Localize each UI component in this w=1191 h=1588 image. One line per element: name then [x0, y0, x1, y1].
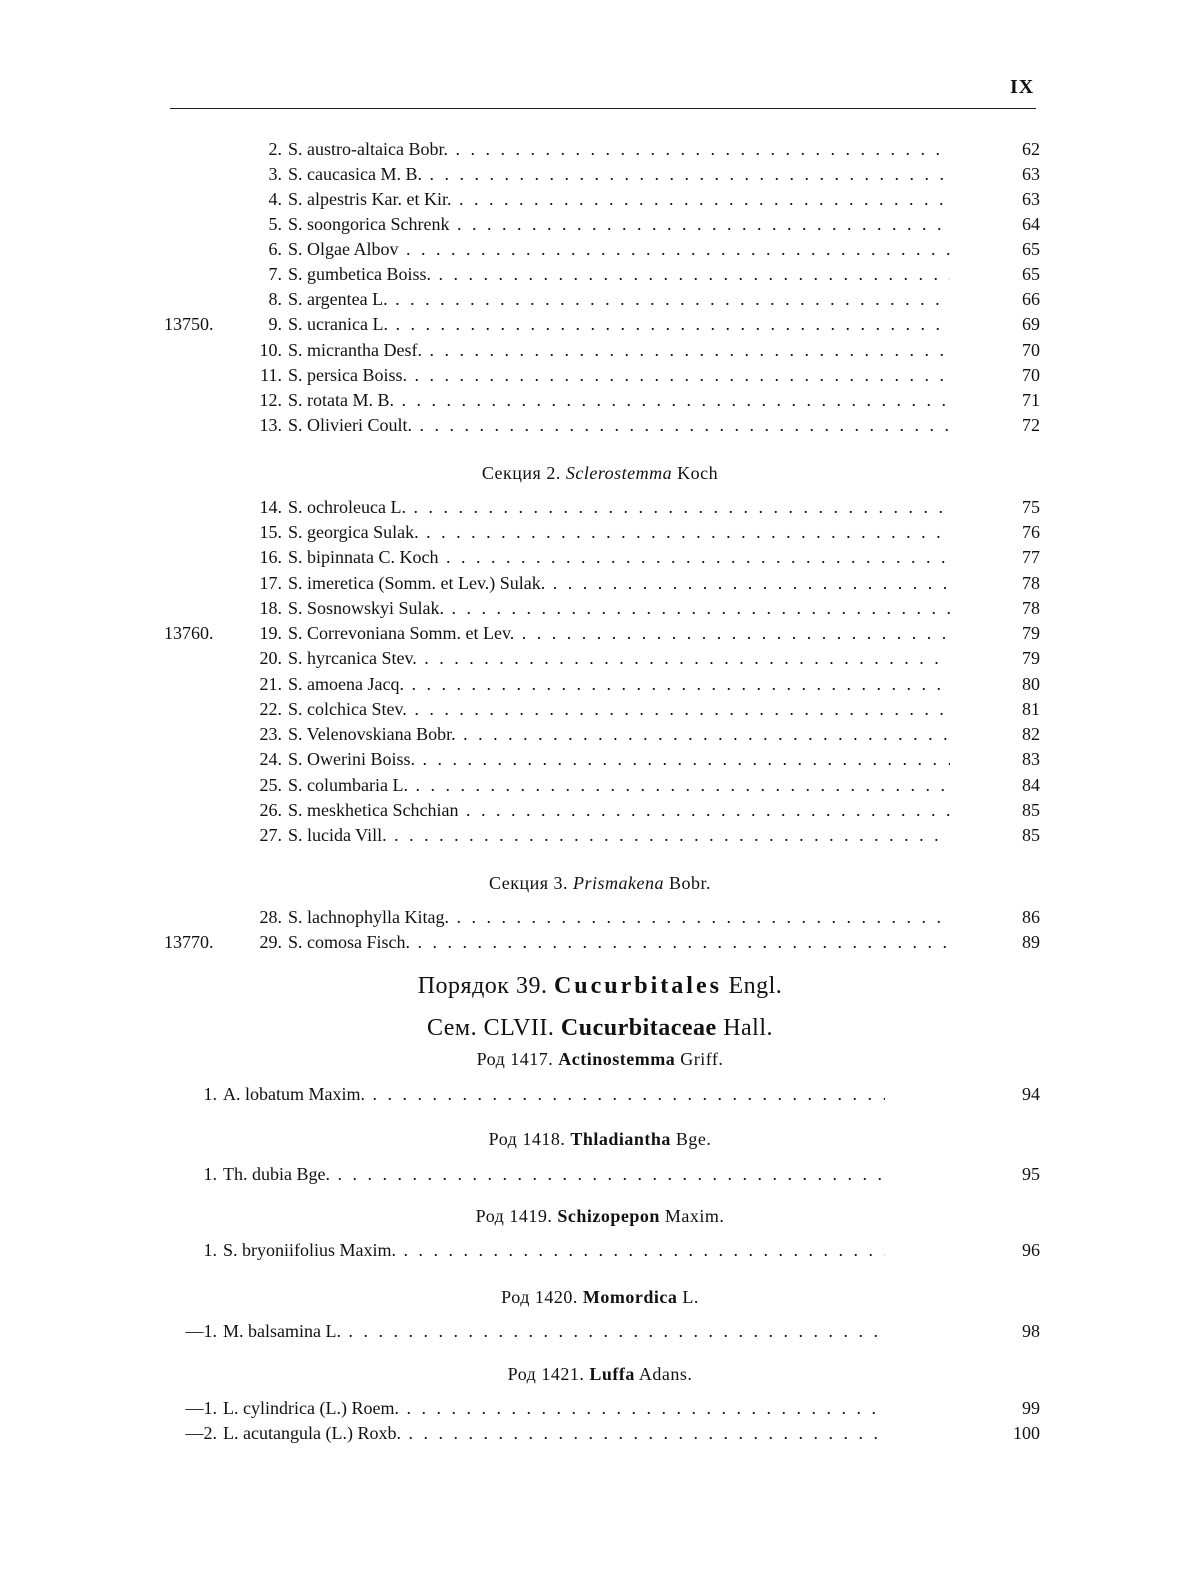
- toc-entry: [160, 236, 1040, 262]
- section-name: Sclerostemma: [565, 463, 673, 483]
- page-ref: 78: [1022, 573, 1040, 593]
- page-ref: 79: [1022, 623, 1040, 643]
- species-number: 18.: [259, 598, 282, 618]
- species-number: 23.: [259, 724, 282, 744]
- species-name: L. acutangula (L.) Roxb. . . .: [223, 1420, 885, 1446]
- species-number: 17.: [259, 573, 282, 593]
- species-number: —1.: [185, 1321, 217, 1341]
- page-ref: 71: [1022, 390, 1040, 410]
- genus-heading: [160, 1046, 1040, 1072]
- page-ref: 66: [1022, 289, 1040, 309]
- species-number: 22.: [259, 699, 282, 719]
- page-ref: 82: [1022, 724, 1040, 744]
- section-name: Prismakena: [573, 873, 664, 893]
- species-name: S. alpestris Kar. et Kir. . . .: [288, 186, 950, 212]
- section-author: Bobr.: [668, 873, 711, 893]
- species-number: 20.: [259, 648, 282, 668]
- genus-prefix: Род 1421.: [507, 1364, 585, 1384]
- species-name: S. Olivieri Coult. . . .: [288, 412, 950, 438]
- toc-entry: [160, 822, 1040, 848]
- species-name: S. imeretica (Somm. et Lev.) Sulak. . . .: [288, 570, 950, 596]
- page-ref: 95: [1022, 1164, 1040, 1184]
- page-ref: 70: [1022, 340, 1040, 360]
- species-name: S. meskhetica Schchian . . .: [288, 797, 950, 823]
- species-name: S. colchica Stev. . . .: [288, 696, 950, 722]
- genus-heading: [160, 1203, 1040, 1229]
- family-prefix: Сем.: [426, 1015, 478, 1041]
- species-name: A. lobatum Maxim. . . .: [223, 1081, 885, 1107]
- species-number: —1.: [185, 1398, 217, 1418]
- page-ref: 77: [1022, 547, 1040, 567]
- page-ref: 84: [1022, 775, 1040, 795]
- toc-entry: [160, 595, 1040, 621]
- species-name: S. Owerini Boiss. . . .: [288, 746, 950, 772]
- genus-author: L.: [682, 1287, 699, 1307]
- register-number: 13770.: [164, 932, 214, 952]
- toc-entry: [160, 797, 1040, 823]
- species-name: S. soongorica Schrenk . . .: [288, 211, 950, 237]
- species-number: 15.: [259, 522, 282, 542]
- genus-name: Schizopepon: [557, 1206, 660, 1226]
- order-author: Engl.: [728, 973, 783, 999]
- genus-name: Luffa: [589, 1364, 635, 1384]
- species-name: S. Correvoniana Somm. et Lev. . . .: [288, 620, 950, 646]
- page-ref: 76: [1022, 522, 1040, 542]
- species-name: S. columbaria L. . . .: [288, 772, 950, 798]
- species-number: 9.: [268, 314, 282, 334]
- species-name: S. Sosnowskyi Sulak. . . .: [288, 595, 950, 621]
- toc-entry: [95, 1237, 1040, 1263]
- page-ref: 98: [1022, 1321, 1040, 1341]
- genus-heading: [160, 1126, 1040, 1152]
- page-ref: 96: [1022, 1240, 1040, 1260]
- species-name: S. lucida Vill. . . .: [288, 822, 950, 848]
- page-ref: 79: [1022, 648, 1040, 668]
- toc-entry: [160, 362, 1040, 388]
- toc-entry: [160, 645, 1040, 671]
- species-number: 12.: [259, 390, 282, 410]
- species-name: S. gumbetica Boiss. . . .: [288, 261, 950, 287]
- species-name: S. ucranica L. . . .: [288, 311, 950, 337]
- toc-entry: [160, 186, 1040, 212]
- species-number: 29.: [259, 932, 282, 952]
- toc-entry: [160, 311, 1040, 337]
- species-number: 3.: [268, 164, 282, 184]
- genus-author: Bge.: [675, 1129, 712, 1149]
- species-number: 1.: [203, 1164, 217, 1184]
- species-name: S. bryoniifolius Maxim. . . .: [223, 1237, 885, 1263]
- species-name: S. caucasica M. B. . . .: [288, 161, 950, 187]
- toc-entry: [160, 519, 1040, 545]
- page-ref: 85: [1022, 825, 1040, 845]
- toc-entry: [160, 746, 1040, 772]
- species-number: 13.: [259, 415, 282, 435]
- register-number: 13750.: [164, 314, 214, 334]
- species-number: 21.: [259, 674, 282, 694]
- page-ref: 65: [1022, 239, 1040, 259]
- species-number: 25.: [259, 775, 282, 795]
- section-prefix: Секция 2.: [481, 463, 561, 483]
- toc-entry: [160, 904, 1040, 930]
- page-ref: 63: [1022, 164, 1040, 184]
- species-name: S. amoena Jacq. . . .: [288, 671, 950, 697]
- page-ref: 100: [1013, 1423, 1040, 1443]
- order-heading: [160, 970, 1040, 1002]
- toc-entry: [95, 1395, 1040, 1421]
- species-number: 26.: [259, 800, 282, 820]
- header-rule: [170, 108, 1036, 109]
- toc-entry: [160, 544, 1040, 570]
- genus-prefix: Род 1419.: [475, 1206, 553, 1226]
- species-number: 27.: [259, 825, 282, 845]
- species-name: Th. dubia Bge. . . .: [223, 1161, 885, 1187]
- toc-entry: [95, 1161, 1040, 1187]
- page-ref: 99: [1022, 1398, 1040, 1418]
- species-name: S. argentea L. . . .: [288, 286, 950, 312]
- species-name: L. cylindrica (L.) Roem. . . .: [223, 1395, 885, 1421]
- species-name: S. austro-altaica Bobr. . . .: [288, 136, 950, 162]
- toc-entry: [160, 696, 1040, 722]
- species-number: 16.: [259, 547, 282, 567]
- page-ref: 83: [1022, 749, 1040, 769]
- species-name: S. micrantha Desf. . . .: [288, 337, 950, 363]
- family-name: Cucurbitaceae: [560, 1015, 717, 1041]
- genus-heading: [160, 1361, 1040, 1387]
- species-number: 5.: [268, 214, 282, 234]
- page-ref: 65: [1022, 264, 1040, 284]
- page-number: IX: [1010, 76, 1035, 98]
- page-ref: 89: [1022, 932, 1040, 952]
- species-name: S. persica Boiss. . . .: [288, 362, 950, 388]
- section-heading: [160, 870, 1040, 896]
- toc-entry: [95, 1081, 1040, 1107]
- page-ref: 72: [1022, 415, 1040, 435]
- page-ref: 81: [1022, 699, 1040, 719]
- species-number: 14.: [259, 497, 282, 517]
- order-prefix: Порядок 39.: [417, 973, 548, 999]
- species-name: S. ochroleuca L. . . .: [288, 494, 950, 520]
- toc-entry: [160, 929, 1040, 955]
- species-name: S. hyrcanica Stev. . . .: [288, 645, 950, 671]
- genus-prefix: Род 1420.: [501, 1287, 578, 1307]
- species-name: S. bipinnata C. Koch . . .: [288, 544, 950, 570]
- page-ref: 64: [1022, 214, 1040, 234]
- species-name: S. comosa Fisch. . . .: [288, 929, 950, 955]
- species-number: 4.: [268, 189, 282, 209]
- toc-entry: [160, 261, 1040, 287]
- species-number: 6.: [268, 239, 282, 259]
- page-ref: 69: [1022, 314, 1040, 334]
- section-author: Koch: [677, 463, 719, 483]
- species-number: 11.: [260, 365, 282, 385]
- toc-entry: [160, 412, 1040, 438]
- toc-entry: [160, 211, 1040, 237]
- genus-heading: [160, 1284, 1040, 1310]
- toc-entry: [160, 387, 1040, 413]
- species-number: 1.: [203, 1084, 217, 1104]
- genus-name: Thladiantha: [570, 1129, 671, 1149]
- species-name: M. balsamina L. . . .: [223, 1318, 885, 1344]
- page-ref: 63: [1022, 189, 1040, 209]
- page-ref: 80: [1022, 674, 1040, 694]
- toc-entry: [95, 1318, 1040, 1344]
- genus-name: Actinostemma: [558, 1049, 676, 1069]
- family-roman: CLVII.: [483, 1015, 555, 1041]
- page-ref: 75: [1022, 497, 1040, 517]
- section-heading: [160, 460, 1040, 486]
- family-heading: [160, 1012, 1040, 1044]
- toc-entry: [160, 772, 1040, 798]
- toc-entry: [160, 570, 1040, 596]
- order-name: Cucurbitales: [553, 973, 722, 999]
- register-number: 13760.: [164, 623, 214, 643]
- page-ref: 94: [1022, 1084, 1040, 1104]
- species-name: S. Velenovskiana Bobr. . . .: [288, 721, 950, 747]
- species-name: S. lachnophylla Kitag. . . .: [288, 904, 950, 930]
- toc-entry: [95, 1420, 1040, 1446]
- species-number: 28.: [259, 907, 282, 927]
- genus-prefix: Род 1417.: [476, 1049, 554, 1069]
- page-ref: 78: [1022, 598, 1040, 618]
- species-name: S. georgica Sulak. . . .: [288, 519, 950, 545]
- species-number: 24.: [259, 749, 282, 769]
- genus-author: Maxim.: [664, 1206, 725, 1226]
- genus-prefix: Род 1418.: [488, 1129, 566, 1149]
- toc-entry: [160, 286, 1040, 312]
- species-number: —2.: [185, 1423, 217, 1443]
- species-name: S. rotata M. B. . . .: [288, 387, 950, 413]
- page-ref: 70: [1022, 365, 1040, 385]
- toc-entry: [160, 494, 1040, 520]
- toc-entry: [160, 620, 1040, 646]
- genus-author: Adans.: [638, 1364, 693, 1384]
- species-name: S. Olgae Albov . . .: [288, 236, 950, 262]
- species-number: 19.: [259, 623, 282, 643]
- toc-entry: [160, 337, 1040, 363]
- toc-entry: [160, 721, 1040, 747]
- family-author: Hall.: [723, 1015, 774, 1041]
- species-number: 2.: [268, 139, 282, 159]
- species-number: 7.: [268, 264, 282, 284]
- toc-entry: [160, 136, 1040, 162]
- genus-name: Momordica: [582, 1287, 678, 1307]
- genus-author: Griff.: [680, 1049, 724, 1069]
- page-ref: 62: [1022, 139, 1040, 159]
- section-prefix: Секция 3.: [488, 873, 568, 893]
- species-number: 1.: [203, 1240, 217, 1260]
- species-number: 8.: [268, 289, 282, 309]
- toc-entry: [160, 671, 1040, 697]
- page-ref: 85: [1022, 800, 1040, 820]
- toc-entry: [160, 161, 1040, 187]
- species-number: 10.: [259, 340, 282, 360]
- page-ref: 86: [1022, 907, 1040, 927]
